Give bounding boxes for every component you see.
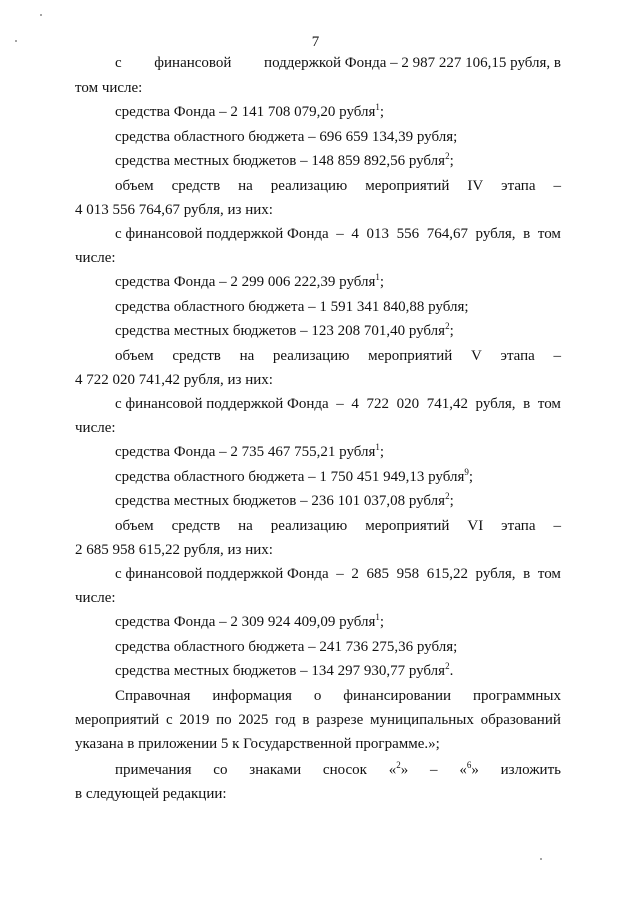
footnote-mark: 2 [445,661,450,671]
text-line: числе: [75,420,116,436]
text-line [115,322,454,340]
word: 722 [366,396,389,412]
line-tail: ; [379,274,385,290]
text-line: примечания со знаками сносок «$^2$» – «$^6$» изложить [115,760,561,778]
word: на [238,518,253,534]
word: 556 [396,226,420,242]
text-line [115,687,561,705]
text-line: 4 013 556 764,67 рубля, из них: [75,202,273,218]
word: – [336,226,344,242]
word: в [523,226,531,242]
word: Справочная [115,688,191,704]
text-line: средства областного бюджета – 696 659 134,39 рубля; [115,129,458,145]
line-text: средства местных бюджетов – 134 297 930,77 рубля [115,663,446,679]
word: 685 [366,566,389,582]
text-line: числе: [75,250,116,266]
word: реализацию [272,348,350,364]
word: средств [172,348,221,364]
scan-speck [40,14,42,16]
word: с финансовой поддержкой Фонда [115,396,329,412]
word: рубля, [475,396,516,412]
word: образований [480,712,561,728]
word: в [302,712,310,728]
text-line [115,443,384,461]
word: – [553,518,561,534]
word: – [336,396,344,412]
text-line [115,177,561,195]
word: муниципальных [370,712,474,728]
word: в [523,396,531,412]
footnote-mark: 1 [375,442,380,452]
text-line [115,565,561,583]
line-tail: ; [379,444,385,460]
text-line [115,613,384,631]
word: мероприятий [368,348,453,364]
text-line [115,225,561,243]
word: по [216,712,232,728]
text-line [115,395,561,413]
text-line [115,152,454,170]
text-line [115,517,561,535]
footnote-mark: 2 [445,151,450,161]
text-line [115,103,384,121]
word: реализацию [270,178,348,194]
word: объем [115,518,154,534]
word: информация [212,688,292,704]
word: 2025 [238,712,269,728]
word: финансировании [343,688,452,704]
text-line: том числе: [75,80,143,96]
scan-speck [15,40,17,42]
word: мероприятий [75,712,160,728]
text-line: средства областного бюджета – 241 736 275,36 рубля; [115,639,458,655]
word: о [313,688,322,704]
word: объем [115,178,154,194]
word: рубля, [475,226,516,242]
word: 013 [366,226,389,242]
word: 741,42 [426,396,468,412]
word: поддержкой Фонда – 2 987 227 106,15 рубля, в [264,55,561,71]
line-text: средства Фонда – 2 299 006 222,39 рубля [115,274,376,290]
line-tail: ; [449,153,454,169]
line-text: средства местных бюджетов – 236 101 037,08 рубля [115,493,446,509]
word: в [523,566,531,582]
text-line [115,273,384,291]
word: на [238,178,253,194]
word: разрезе [316,712,364,728]
word: этапа [500,348,535,364]
line-text: средства местных бюджетов – 123 208 701,40 рубля [115,323,446,339]
text-line: числе: [75,590,116,606]
word: 958 [396,566,420,582]
word: средств [171,518,221,534]
line-text: средства Фонда – 2 309 924 409,09 рубля [115,614,376,630]
footnote-mark: 1 [375,612,380,622]
word: рубля, [475,566,516,582]
text-line: средства областного бюджета – 1 591 341 840,88 рубля; [115,299,469,315]
word: мероприятий [365,518,450,534]
text-line: в следующей редакции: [75,786,227,802]
footnote-mark: 2 [445,491,450,501]
word: объем [115,348,154,364]
text-line [75,711,561,729]
word: 615,22 [426,566,468,582]
text-line [115,54,561,72]
word: с финансовой поддержкой Фонда [115,226,329,242]
word: программных [473,688,561,704]
word: 2 [351,566,359,582]
word: финансовой [154,55,232,71]
line-tail: ; [379,614,385,630]
word: средств [171,178,221,194]
line-tail: . [449,663,454,679]
line-tail: ; [449,493,454,509]
line-text: средства Фонда – 2 735 467 755,21 рубля [115,444,376,460]
text-line [115,347,561,365]
word: 4 [351,226,359,242]
text-line: 4 722 020 741,42 рубля, из них: [75,372,273,388]
footnote-mark: 2 [445,321,450,331]
word: с [165,712,173,728]
scan-speck [540,858,542,860]
text-line [115,468,473,486]
word: VI [467,518,484,534]
text-line: 2 685 958 615,22 рубля, из них: [75,542,273,558]
word: 4 [351,396,359,412]
text-line: указана в приложении 5 к Государственной программе.»; [75,736,440,752]
word: 020 [396,396,420,412]
word: V [470,348,482,364]
word: реализацию [270,518,348,534]
word: – [553,178,561,194]
word: IV [467,178,484,194]
line-tail: ; [449,323,454,339]
word: том [537,396,561,412]
word: с [115,55,122,71]
word: год [275,712,296,728]
line-text: средства Фонда – 2 141 708 079,20 рубля [115,104,376,120]
word: с финансовой поддержкой Фонда [115,566,329,582]
footnote-mark: 1 [375,272,380,282]
page-number: 7 [311,34,320,50]
word: 2019 [179,712,210,728]
line-text: средства местных бюджетов – 148 859 892,56 рубля [115,153,446,169]
word: том [537,226,561,242]
line-text: средства областного бюджета – 1 750 451 949,13 рубля [115,469,465,485]
footnote-mark: 1 [375,102,380,112]
text-line [115,662,453,680]
line-tail: ; [468,469,474,485]
line-tail: ; [379,104,385,120]
word: мероприятий [365,178,450,194]
word: 764,67 [426,226,468,242]
word: этапа [501,178,536,194]
footnote-mark: 9 [464,467,469,477]
word: том [537,566,561,582]
word: на [239,348,255,364]
word: – [336,566,344,582]
word: этапа [501,518,536,534]
word: – [553,348,561,364]
text-line [115,492,454,510]
